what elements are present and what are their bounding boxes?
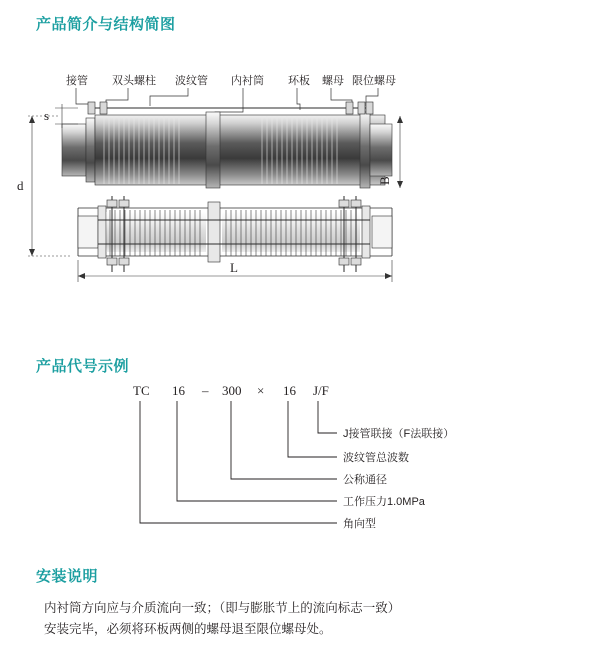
- code-legend-1: 波纹管总波数: [343, 452, 409, 464]
- install-note-1: 安装完毕，必须将环板两侧的螺母退至限位螺母处。: [44, 622, 332, 636]
- callout-label-1: 双头螺柱: [112, 75, 156, 87]
- code-token-6: J/F: [313, 383, 329, 398]
- callout-label-2: 波纹管: [175, 75, 208, 87]
- page-title-product-intro: 产品简介与结构简图: [36, 16, 176, 33]
- callout-label-6: 限位螺母: [352, 75, 396, 87]
- callout-label-0: 接管: [66, 75, 88, 87]
- code-token-2: –: [202, 383, 209, 398]
- code-legend-4: 角向型: [343, 518, 376, 530]
- callout-label-4: 环板: [288, 75, 310, 87]
- code-legend-0: J接管联接（F法联接）: [343, 428, 455, 440]
- code-token-0: TC: [133, 383, 150, 398]
- callout-label-3: 内衬筒: [231, 75, 264, 87]
- code-legend-2: 公称通径: [343, 474, 387, 486]
- callout-label-5: 螺母: [322, 75, 344, 87]
- product-code-diagram: [0, 375, 600, 535]
- code-token-1: 16: [172, 383, 185, 398]
- install-note-0: 内衬筒方向应与介质流向一致；（即与膨胀节上的流向标志一致）: [44, 601, 401, 615]
- page-title-install: 安装说明: [36, 568, 99, 585]
- page-title-product-code: 产品代号示例: [36, 358, 130, 375]
- code-token-3: 300: [222, 383, 242, 398]
- dimension-d: d: [17, 178, 24, 193]
- dimension-B: B: [377, 176, 392, 185]
- dimension-L: L: [230, 260, 238, 275]
- code-token-4: ×: [257, 383, 265, 398]
- install-notes: [44, 598, 564, 640]
- code-legend-3: 工作压力1.0MPa: [343, 496, 425, 508]
- code-token-5: 16: [283, 383, 296, 398]
- structure-diagram: [0, 60, 600, 290]
- dimension-s: s: [44, 108, 50, 123]
